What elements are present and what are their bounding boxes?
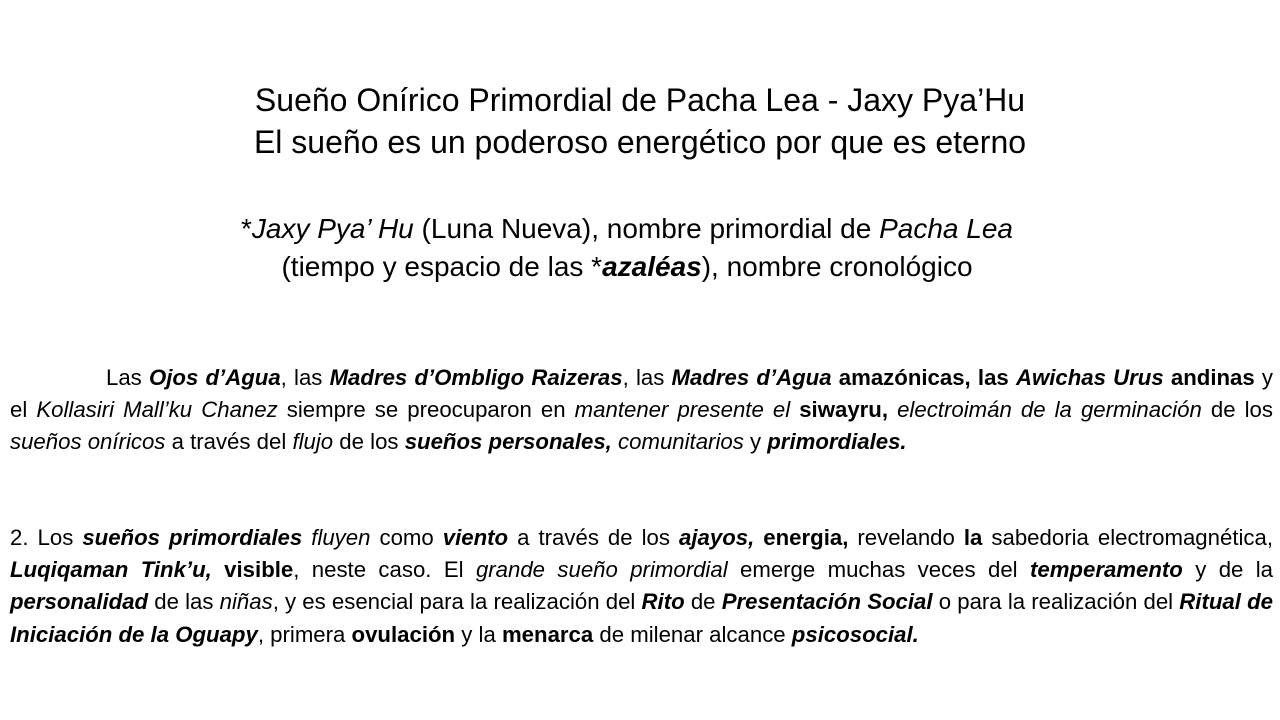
text-run: y el	[10, 365, 1274, 423]
paragraph-1	[10, 362, 1273, 459]
text-run: o para la realización del	[932, 589, 1180, 615]
text-run: ovulación	[351, 621, 456, 647]
text-run: , las	[280, 365, 330, 390]
text-run: temperamento	[1029, 557, 1183, 583]
text-run: visible	[211, 557, 294, 583]
text-run: amazónicas, las	[831, 365, 1016, 390]
paragraph-2	[10, 522, 1273, 651]
text-run	[302, 525, 311, 550]
text-run: ajayos,	[679, 525, 755, 550]
text-run: electroimán de la germinación	[897, 397, 1202, 423]
text-run: , primera	[257, 621, 352, 647]
text-run: Luqiqaman Tink’u,	[10, 557, 212, 583]
text-run: personalidad	[10, 589, 149, 615]
text-run: de milenar alcance	[593, 621, 792, 647]
sub-run: Pacha Lea	[879, 213, 1013, 244]
text-run: Rito	[641, 589, 685, 615]
text-run: sueños oníricos	[10, 429, 166, 455]
sub-run: *	[241, 213, 252, 244]
sub-run: Jaxy Pya’ Hu	[251, 213, 414, 244]
text-run: sueños primordiales	[82, 525, 303, 550]
text-run: niñas	[219, 589, 273, 615]
text-run: psicosocial.	[791, 621, 919, 647]
text-run: y	[743, 429, 768, 455]
text-run: flujo	[292, 429, 334, 455]
text-run: Madres d’Ombligo Raizeras	[329, 365, 623, 390]
text-run: , neste caso. El	[293, 557, 476, 583]
text-run: , y es esencial para la realización del	[272, 589, 642, 615]
text-run: Ojos d’Agua	[148, 365, 281, 390]
sub-run: (tiempo y espacio de las *	[281, 251, 603, 282]
text-run: como	[370, 525, 443, 550]
text-run: fluyen	[311, 525, 371, 550]
text-run: a través de los	[508, 525, 680, 550]
text-run: sabedoria electromagnética,	[982, 525, 1274, 550]
text-run: siwayru,	[799, 397, 889, 423]
text-run: siempre se preocuparon en	[277, 397, 575, 423]
sub-run: azaléas	[602, 251, 702, 282]
text-run: a través del	[165, 429, 293, 455]
text-run: primordiales.	[767, 429, 907, 455]
text-run: de los	[1201, 397, 1273, 423]
text-run: sueños personales,	[404, 429, 612, 455]
subtitle-line2	[0, 248, 1254, 285]
text-run: de las	[148, 589, 220, 615]
text-run: Las	[106, 365, 149, 390]
text-run: de los	[333, 429, 405, 455]
text-run: viento	[442, 525, 509, 550]
text-run: emerge muchas veces del	[727, 557, 1030, 583]
text-run: energia,	[754, 525, 849, 550]
text-run: 2. Los	[10, 525, 83, 550]
text-run: , las	[622, 365, 672, 390]
sub-run: (Luna Nueva), nombre primordial de	[413, 213, 880, 244]
text-run: y de la	[1182, 557, 1274, 583]
subtitle-line1	[0, 210, 1254, 247]
text-run: y la	[455, 621, 502, 647]
sub-run: ), nombre cronológico	[701, 251, 973, 282]
text-run: la	[963, 525, 983, 550]
text-run: comunitarios	[618, 429, 744, 455]
text-run: mantener presente el	[574, 397, 800, 423]
slide-title-line2: El sueño es un poderoso energético por que es eterno	[253, 124, 1027, 160]
text-run: revelando	[848, 525, 964, 550]
slide-title: Sueño Onírico Primordial de Pacha Lea - Jaxy Pya’Hu	[254, 82, 1026, 118]
text-run	[888, 397, 897, 422]
text-run: menarca	[501, 621, 594, 647]
text-run: Awichas Urus	[1015, 365, 1164, 390]
text-run: Presentación Social	[721, 589, 933, 615]
text-run: andinas	[1163, 365, 1255, 390]
text-run: Ritual de Iniciación de la Oguapy	[10, 589, 1273, 647]
text-run: grande sueño primordial	[475, 557, 728, 583]
text-run: Kollasiri Mall’ku Chanez	[36, 397, 278, 423]
text-run: de	[684, 589, 722, 615]
text-run: Madres d’Agua	[671, 365, 832, 390]
